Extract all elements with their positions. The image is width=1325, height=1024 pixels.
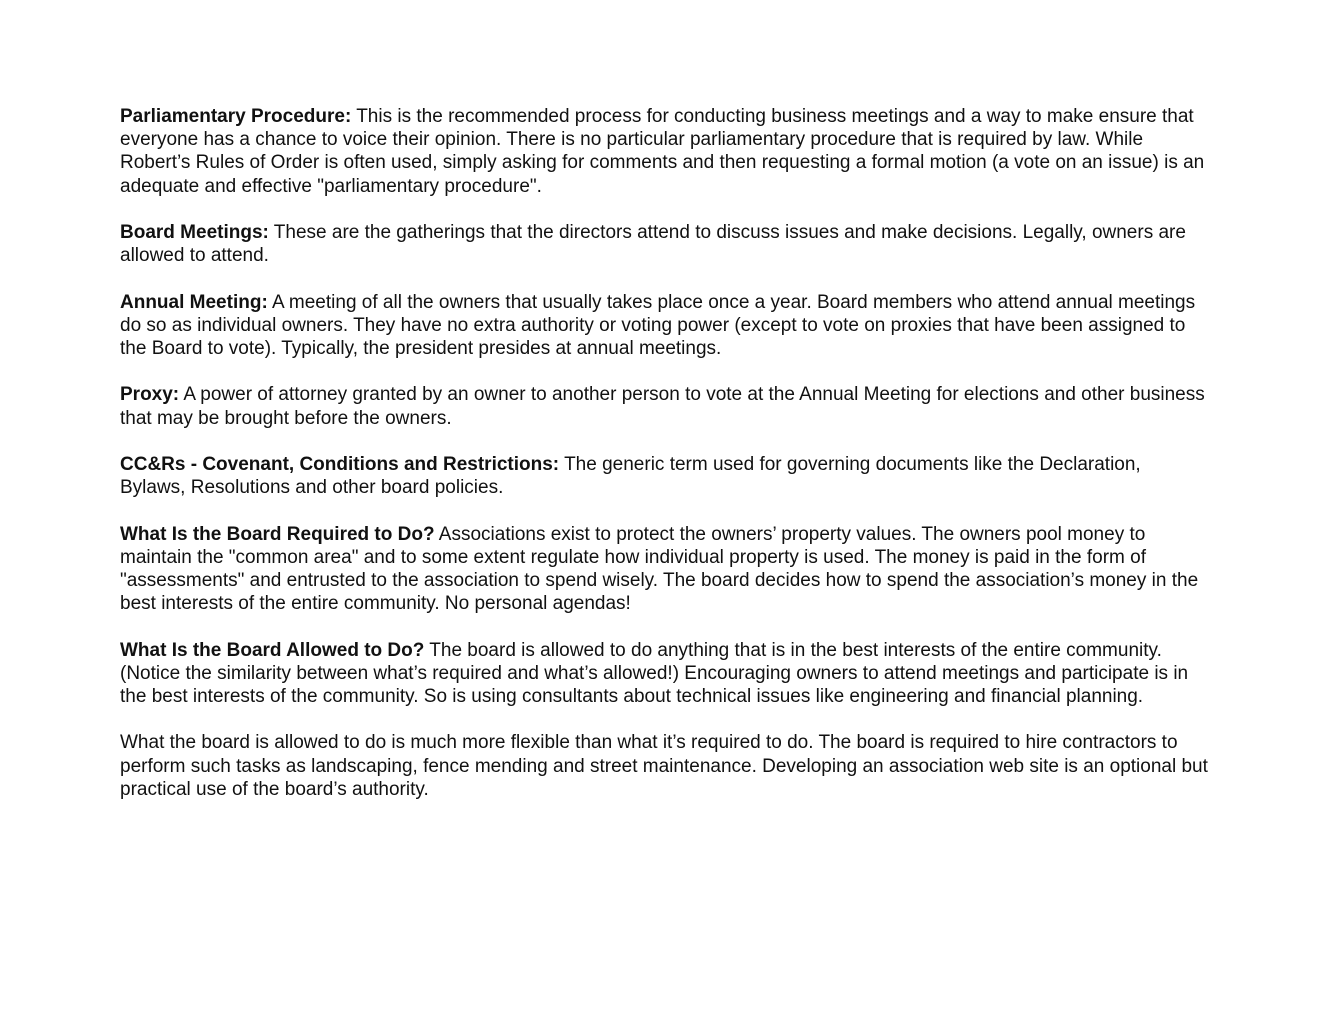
paragraph-board-required	[120, 523, 1210, 616]
paragraph-proxy	[120, 383, 1210, 429]
term-board-required: What Is the Board Required to Do?	[120, 523, 435, 545]
definition-ccrs: The generic term used for governing documents like the Declaration, Bylaws, Resolutions and other board policies.	[120, 453, 1141, 499]
definition-board-required: Associations exist to protect the owners’ property values. The owners pool money to maintain the "common area" and to some extent regulate how individual property is used. The money is paid in the form of "assessments" and entrusted to the association to spend wisely. The board decides how to spend the association’s money in the best interests of the entire community. No personal agendas!	[120, 523, 1199, 615]
definition-proxy: A power of attorney granted by an owner to another person to vote at the Annual Meeting for elections and other business that may be brought before the owners.	[120, 384, 1205, 429]
term-parliamentary-procedure: Parliamentary Procedure:	[120, 106, 352, 127]
paragraph-parliamentary-procedure	[120, 105, 1210, 198]
paragraph-annual-meeting	[120, 291, 1210, 361]
definition-annual-meeting: A meeting of all the owners that usually takes place once a year. Board members who attend annual meetings do so as individual owners. They have no extra authority or voting power (except to vote on proxies that have been assigned to the Board to vote). Typically, the president presides at annual meetings.	[120, 291, 1196, 359]
paragraph-board-meetings	[120, 221, 1210, 267]
term-ccrs: CC&Rs - Covenant, Conditions and Restrictions:	[120, 453, 560, 475]
term-annual-meeting: Annual Meeting:	[120, 291, 268, 313]
term-board-allowed: What Is the Board Allowed to Do?	[120, 639, 425, 661]
term-proxy: Proxy:	[120, 384, 180, 406]
definition-board-meetings: These are the gatherings that the directors attend to discuss issues and make decisions. Legally, owners are allowed to attend.	[120, 222, 1186, 267]
paragraph-ccrs	[120, 453, 1210, 499]
definition-parliamentary-procedure: This is the recommended process for conducting business meetings and a way to make ensure that everyone has a chance to voice their opinion. There is no particular parliamentary procedure that is required by law. While Robert’s Rules of Order is often used, simply asking for comments and then requesting a formal motion (a vote on an issue) is an adequate and effective "parliamentary procedure".	[120, 106, 1205, 197]
paragraph-board-allowed	[120, 639, 1210, 709]
paragraph-board-flexibility	[120, 731, 1210, 801]
term-board-meetings: Board Meetings:	[120, 222, 269, 243]
definition-board-allowed: The board is allowed to do anything that is in the best interests of the entire community. (Notice the similarity between what’s required and what’s allowed!) Encouraging owners to attend meetings and participate is in the best interests of the community. So is using consultants about technical issues like engineering and financial planning.	[120, 639, 1189, 707]
paragraph-text-board-flexibility: What the board is allowed to do is much more flexible than what it’s required to do. The board is required to hire contractors to perform such tasks as landscaping, fence mending and street maintenance. Developing an association web site is an optional but practical use of the board’s authority.	[120, 732, 1208, 800]
document-page	[120, 105, 1210, 824]
